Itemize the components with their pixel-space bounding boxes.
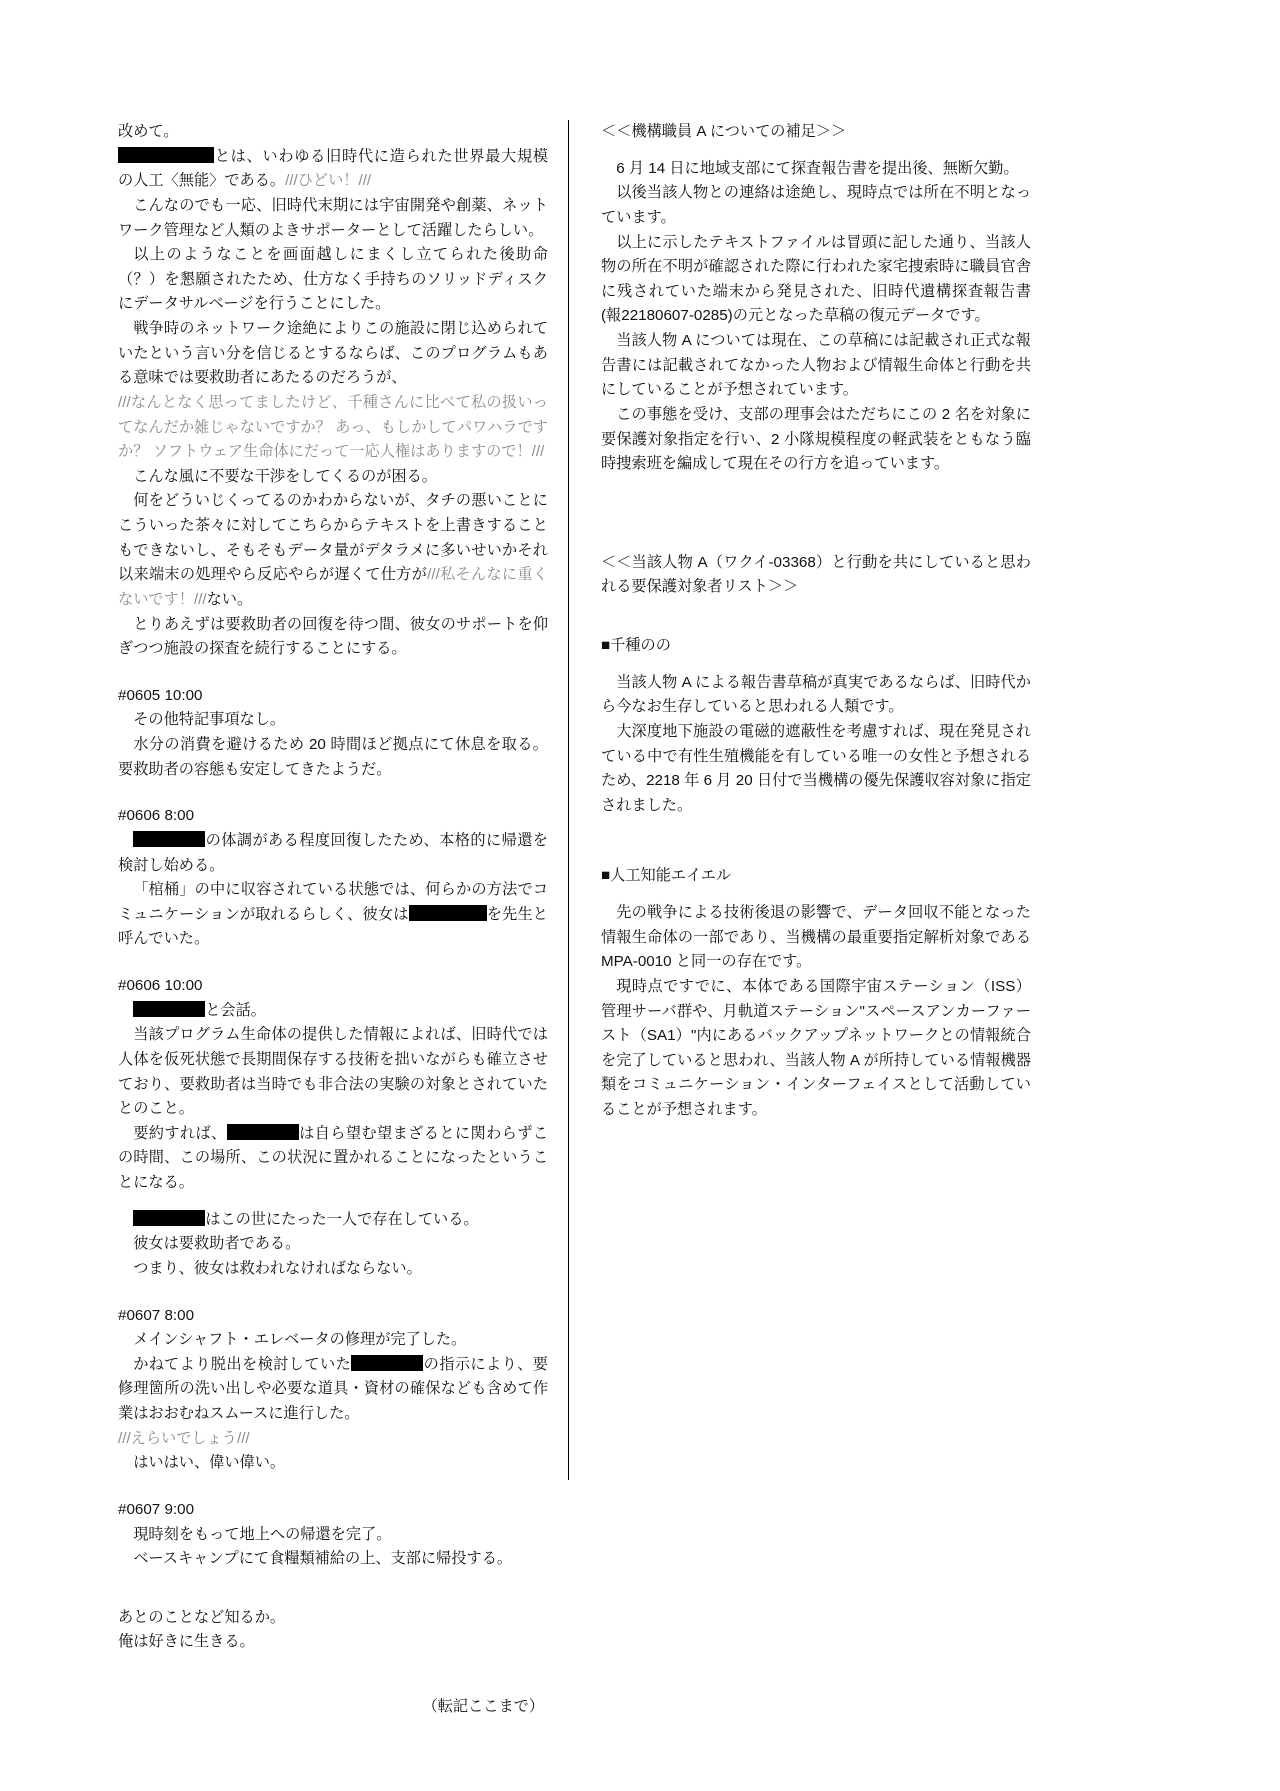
paragraph-3: 以上のようなことを画面越しにまくし立てられた後助命（？）を懇願されたため、仕方なく手持ちのソリッドディスクにデータサルベージを行うことにした。 xyxy=(118,246,548,313)
section-1-paragraph-4: 当該人物 A については現在、この草稿には記載され正式な報告書には記載されてなかった人物および情報生命体と行動を共にしていることが予想されています。 xyxy=(601,332,1031,399)
spacer xyxy=(601,600,1031,634)
log-entry-0606-8-line-2-post: を先生と呼んでいた。 xyxy=(118,905,548,948)
paragraph-1 xyxy=(118,145,548,194)
redacted-name xyxy=(133,1001,205,1017)
paragraph-7 xyxy=(118,489,548,612)
spacer xyxy=(601,889,1031,901)
redacted-name xyxy=(133,831,205,847)
spacer xyxy=(601,659,1031,671)
paragraph-7-text-b: ない。 xyxy=(206,590,253,608)
protected-entry-1-paragraph-2: 大深度地下施設の電磁的遮蔽性を考慮すれば、現在発見されている中で有性生殖機能を有している唯一の女性と予想されるため、2218 年 6 月 20 日付で当機構の優先保護収容対象に指定されました。 xyxy=(601,722,1031,814)
redacted-name xyxy=(351,1355,423,1371)
log-entry-0606-10-line-1-text: と会話。 xyxy=(205,1001,266,1019)
log-entry-0607-9-line-1: 現時刻をもって地上への帰還を完了。 xyxy=(133,1525,392,1543)
spacer xyxy=(118,1282,548,1304)
paragraph-2: こんなのでも一応、旧時代末期には宇宙開発や創薬、ネットワーク管理など人類のよきサポーターとして活躍したらしい。 xyxy=(118,196,548,239)
log-entry-time-0607-9: #0607 9:00 xyxy=(118,1500,195,1518)
spacer xyxy=(601,477,1031,529)
protected-entry-2-title: ■人工知能エイエル xyxy=(601,867,732,885)
section-heading-2: ＜＜当該人物 A（ワクイ-03368）と行動を共にしていると思われる要保護対象者リスト＞＞ xyxy=(601,553,1031,596)
spacer xyxy=(601,529,1031,551)
log-entry-0605-line-2: 水分の消費を避けるため 20 時間ほど拠点にて休息を取る。要救助者の容態も安定してきたようだ。 xyxy=(118,736,548,778)
log-entry-0607-8-line-1: メインシャフト・エレベータの修理が完了した。 xyxy=(133,1331,467,1349)
right-column xyxy=(601,120,1031,1720)
log-entry-time-0606-10: #0606 10:00 xyxy=(118,977,203,994)
log-entry-0606-10-line-1 xyxy=(118,999,548,1024)
log-entry-time-0605: #0605 10:00 xyxy=(118,686,203,704)
left-column xyxy=(118,120,548,1720)
section-1-paragraph-1: 6 月 14 日に地域支部にて探査報告書を提出後、無断欠勤。 xyxy=(616,159,1019,177)
protected-entry-1-paragraph-1: 当該人物 A による報告書草稿が真実であるならば、旧時代から今なお生存していると思われる人類です。 xyxy=(601,673,1031,716)
protected-entry-2-paragraph-2: 現時点ですでに、本体である国際宇宙ステーション（ISS）管理サーバ群や、月軌道ステーション"スペースアンカーファースト（SA1）"内にあるバックアップネットワークとの情報統合を完了していると思われ、当該人物 A が所持している情報機器類をコミュニケーション・インターフェイスとして活動していることが予想されます。 xyxy=(601,977,1031,1118)
spacer xyxy=(601,818,1031,852)
log-entry-0607-8-line-4: はいはい、偉い偉い。 xyxy=(133,1454,286,1472)
spacer xyxy=(118,952,548,974)
log-entry-0605-line-1: その他特記事項なし。 xyxy=(133,711,286,729)
paragraph-1-annotation: ///ひどい！/// xyxy=(285,172,372,190)
paragraph-8: とりあえずは要救助者の回復を待つ間、彼女のサポートを仰ぎつつ施設の探査を続行することにする。 xyxy=(118,615,548,658)
opening-line: 改めて。 xyxy=(118,123,179,140)
paragraph-6: こんな風に不要な干渉をしてくるのが困る。 xyxy=(133,467,437,485)
log-entry-0606-10-line-3-pre: 要約すれば、 xyxy=(133,1124,227,1142)
log-entry-0607-8-line-2-pre: かねてより脱出を検討していた xyxy=(133,1355,352,1373)
end-note: （転記ここまで） xyxy=(422,1698,544,1715)
redacted-name xyxy=(118,147,214,163)
closing-line-2: 俺は好きに生きる。 xyxy=(118,1633,255,1651)
section-heading-1: ＜＜機構職員 A についての補足＞＞ xyxy=(601,123,847,140)
log-entry-0607-8-annotation: ///えらいでしょう/// xyxy=(118,1429,250,1447)
log-entry-0606-10-line-4-text: はこの世にたった一人で存在している。 xyxy=(205,1210,479,1228)
log-entry-0606-10-line-4 xyxy=(118,1208,548,1233)
spacer xyxy=(118,782,548,804)
protected-entry-2-paragraph-1: 先の戦争による技術後退の影響で、データ回収不能となった情報生命体の一部であり、当機構の最重要指定解析対象であるMPA-0010 と同一の存在です。 xyxy=(601,904,1031,971)
column-divider xyxy=(568,120,569,1480)
spacer xyxy=(118,662,548,684)
log-entry-0606-8-line-1-text: の体調がある程度回復したため、本格的に帰還を検討し始める。 xyxy=(118,831,548,874)
spacer xyxy=(601,145,1031,157)
log-entry-0606-10-line-3-post: は自ら望む望まざるとに関わらずこの時間、この場所、この状況に置かれることになったということになる。 xyxy=(118,1124,549,1191)
redacted-name xyxy=(133,1210,205,1226)
two-column-layout xyxy=(0,120,1280,1720)
section-1-paragraph-3: 以上に示したテキストファイルは冒頭に記した通り、当該人物の所在不明が確認された際に行われた家宅捜索時に職員官舎に残されていた端末から発見された、旧時代遺構探査報告書(報22180607-0285)の元となった草稿の復元データです。 xyxy=(601,233,1031,325)
log-entry-0606-10-line-6: つまり、彼女は救われなければならない。 xyxy=(133,1259,422,1277)
section-1-paragraph-2: 以後当該人物との連絡は途絶し、現時点では所在不明となっています。 xyxy=(601,184,1031,226)
log-entry-0606-10-line-5: 彼女は要救助者である。 xyxy=(133,1235,301,1253)
log-entry-0606-8-line-2 xyxy=(118,878,548,952)
log-entry-0606-10-line-3 xyxy=(118,1122,548,1196)
log-entry-0607-8-line-2-post: の指示により、要修理箇所の洗い出しや必要な道具・資材の確保なども含めて作業はおおむねスムースに進行した。 xyxy=(118,1355,548,1422)
log-entry-0606-10-line-2: 当該プログラム生命体の提供した情報によれば、旧時代では人体を仮死状態で長期間保存する技術を拙いながらも確立させており、要救助者は当時でも非合法の実験の対象とされていたとのこと。 xyxy=(118,1026,548,1118)
paragraph-7-annotation: ///私そんなに重くないです！/// xyxy=(118,566,548,608)
protected-entry-1-title: ■千種のの xyxy=(601,637,671,654)
spacer xyxy=(118,1572,548,1606)
log-entry-0606-8-line-1 xyxy=(118,829,548,878)
redacted-name xyxy=(409,905,487,921)
closing-line-1: あとのことなど知るか。 xyxy=(118,1608,286,1626)
log-entry-0607-9-line-2: ベースキャンプにて食糧類補給の上、支部に帰投する。 xyxy=(133,1550,513,1568)
redacted-name xyxy=(227,1124,299,1140)
spacer xyxy=(118,1196,548,1208)
log-entry-0607-8-line-2 xyxy=(118,1353,548,1427)
spacer xyxy=(601,852,1031,864)
paragraph-5-annotation: ///なんとなく思ってましたけど、千種さんに比べて私の扱いってなんだか雑じゃないですか？ あっ、もしかしてパワハラですか？ ソフトウェア生命体にだって一応人権はありますので！/// xyxy=(118,393,548,461)
log-entry-0606-8-line-2-pre: 「棺桶」の中に収容されている状態では、何らかの方法でコミュニケーションが取れるらしく、彼女は xyxy=(118,881,548,923)
paragraph-7-text-a: 何をどういじくってるのかわからないが、タチの悪いことにこういった茶々に対してこちらからテキストを上書きすることもできないし、そもそもデータ量がデタラメに多いせいかそれ以来端末の処理やら反応やらが遅くて仕方が xyxy=(118,492,548,584)
paragraph-4: 戦争時のネットワーク途絶によりこの施設に閉じ込められていたという言い分を信じるとするならば、このプログラムもある意味では要救助者にあたるのだろうが、 xyxy=(118,320,548,387)
log-entry-time-0606-8: #0606 8:00 xyxy=(118,807,195,825)
section-1-paragraph-5: この事態を受け、支部の理事会はただちにこの 2 名を対象に要保護対象指定を行い、2 小隊規模程度の軽武装をともなう臨時捜索班を編成して現在その行方を追っています。 xyxy=(601,405,1031,473)
paragraph-1-text: とは、いわゆる旧時代に造られた世界最大規模の人工〈無能〉である。 xyxy=(118,147,548,190)
log-entry-time-0607-8: #0607 8:00 xyxy=(118,1306,195,1324)
spacer xyxy=(118,1476,548,1498)
